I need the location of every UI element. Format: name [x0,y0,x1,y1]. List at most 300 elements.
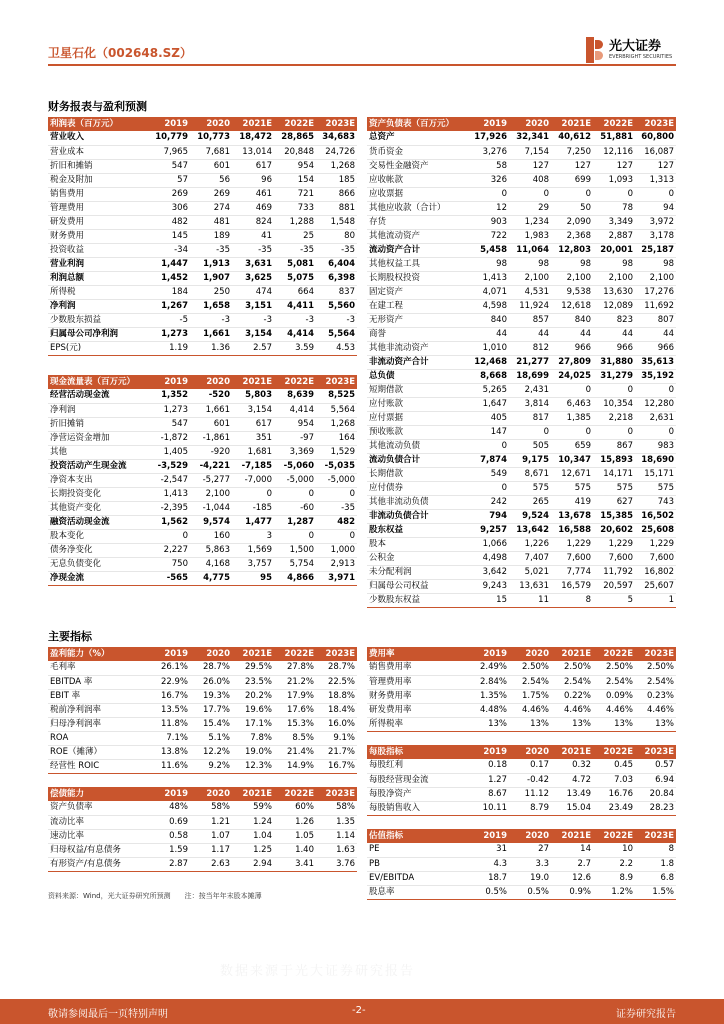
cell-value: 32,341 [509,131,551,145]
table-row [367,801,676,815]
cell-value: 2.50% [509,661,551,675]
cell-value: 1.8 [635,857,676,871]
cell-value: 9,243 [467,579,509,593]
cell-value: 2,100 [190,487,232,501]
row-label: ROE（摊薄） [48,745,148,759]
cell-value: 966 [593,341,635,355]
cell-value: 15,171 [635,467,676,481]
row-label: PE [367,843,467,857]
table-row [367,703,676,717]
row-label: 其他流动负债 [367,439,467,453]
table-row [367,593,676,607]
cell-value: 16.7% [148,689,190,703]
cell-value: 2.84% [467,675,509,689]
cell-value: 3,814 [509,397,551,411]
row-label: 长期借款 [367,467,467,481]
cell-value: 7,600 [551,551,593,565]
cell-value: 8.67 [467,787,509,801]
table-title: 盈利能力（%） [48,647,148,661]
cell-value: 817 [509,411,551,425]
row-label: 营业收入 [48,131,148,145]
table-row [367,843,676,857]
row-label: 总负债 [367,369,467,383]
cell-value: 0.23% [635,689,676,703]
table-row [48,815,357,829]
table-row [48,501,357,515]
cell-value: 16,802 [635,565,676,579]
year-header: 2019 [467,117,509,131]
cell-value: 184 [148,285,190,299]
table-row [48,215,357,229]
cell-value: 0.58 [148,829,190,843]
row-label: 研发费用率 [367,703,467,717]
table-row [48,487,357,501]
cell-value: 13,631 [509,579,551,593]
cell-value: 0 [551,187,593,201]
cell-value: 24,025 [551,369,593,383]
cell-value: 4.48% [467,703,509,717]
cell-value: 1,983 [509,229,551,243]
cell-value: 11,792 [593,565,635,579]
table-row [367,285,676,299]
year-header: 2021E [551,829,593,843]
table-row [48,801,357,815]
row-label: 少数股东损益 [48,313,148,327]
cell-value: 10 [593,843,635,857]
cell-value: 24,726 [316,145,357,159]
row-label: 其他流动资产 [367,229,467,243]
year-header: 2020 [509,829,551,843]
cell-value: 664 [274,285,316,299]
cell-value: 11.8% [148,717,190,731]
table-row [367,509,676,523]
cell-value: 1,352 [148,389,190,403]
cell-value: 12,468 [467,355,509,369]
table-row [48,703,357,717]
row-label: 应付账款 [367,397,467,411]
cell-value: 28.7% [316,661,357,675]
year-header: 2022E [274,117,316,131]
cell-value: 5,075 [274,271,316,285]
cell-value: -5,060 [274,459,316,473]
table-row [367,579,676,593]
year-header: 2019 [148,117,190,131]
row-label: 非流动资产合计 [367,355,467,369]
cell-value: 2.54% [635,675,676,689]
cell-value: 1,405 [148,445,190,459]
cell-value: 405 [467,411,509,425]
profitability-table [48,647,357,774]
cell-value: 0 [148,529,190,543]
row-label: EBIT 率 [48,689,148,703]
cell-value: 0.32 [551,759,593,773]
cell-value: 16.7% [316,759,357,773]
cell-value: 13% [593,717,635,731]
table-row [367,661,676,675]
cell-value: 6,404 [316,257,357,271]
cell-value: 14 [551,843,593,857]
cell-value: 16.0% [316,717,357,731]
cell-value: 5,265 [467,383,509,397]
year-header: 2022E [274,787,316,801]
row-label: 管理费用 [48,201,148,215]
cell-value: 25,608 [635,523,676,537]
cell-value: 2,100 [593,271,635,285]
row-label: 销售费用率 [367,661,467,675]
cell-value: 659 [551,439,593,453]
cell-value: 1,500 [274,543,316,557]
cell-value: 601 [190,417,232,431]
cell-value: 419 [551,495,593,509]
table-row [367,759,676,773]
cell-value: 1.5% [635,885,676,899]
cell-value: 1,226 [509,537,551,551]
year-header: 2019 [467,829,509,843]
table-row [367,523,676,537]
cell-value: 16,502 [635,509,676,523]
cell-value: 1,066 [467,537,509,551]
table-row [367,551,676,565]
table-row [48,299,357,313]
year-header: 2020 [509,745,551,759]
everbright-logo [586,37,672,63]
cell-value: 51,881 [593,131,635,145]
cell-value: 17.6% [274,703,316,717]
cell-value: 127 [509,159,551,173]
cell-value: 12.3% [232,759,274,773]
cell-value: 15 [467,593,509,607]
row-label: 其他非流动资产 [367,341,467,355]
cell-value: 19.6% [232,703,274,717]
year-header: 2021E [232,375,274,389]
logo-name-en: EVERBRIGHT SECURITIES [609,53,673,60]
cell-value: 1,681 [232,445,274,459]
cell-value: 7,774 [551,565,593,579]
cell-value: 1.05 [274,829,316,843]
row-label: 其他权益工具 [367,257,467,271]
cell-value: 837 [316,285,357,299]
cell-value: 22.9% [148,675,190,689]
cell-value: 18.4% [316,703,357,717]
solvency-table [48,787,357,872]
cell-value: 80 [316,229,357,243]
cell-value: 0 [635,187,676,201]
cell-value: 857 [509,313,551,327]
cell-value: 966 [551,341,593,355]
year-header: 2020 [190,647,232,661]
expense-ratio-table [367,647,676,732]
cell-value: 1.07 [190,829,232,843]
cell-value: 3,757 [232,557,274,571]
table-row [367,411,676,425]
table-header-row [367,829,676,843]
table-header-row [48,375,357,389]
year-header: 2022E [274,647,316,661]
cell-value: 21.2% [274,675,316,689]
cell-value: 44 [635,327,676,341]
cell-value: 13% [509,717,551,731]
cell-value: 2,218 [593,411,635,425]
cell-value: 2.50% [635,661,676,675]
cell-value: 0.57 [635,759,676,773]
cell-value: 1.04 [232,829,274,843]
cell-value: 9,574 [190,515,232,529]
cell-value: 2,227 [148,543,190,557]
cell-value: 0.5% [509,885,551,899]
cell-value: 6,463 [551,397,593,411]
row-label: 净利润 [48,299,148,313]
cell-value: 1,268 [316,417,357,431]
table-row [48,257,357,271]
cell-value: -520 [190,389,232,403]
table-row [367,397,676,411]
table-row [48,145,357,159]
row-label: 折旧和摊销 [48,159,148,173]
row-label: 其他应收款（合计） [367,201,467,215]
section-title-financials: 财务报表与盈利预测 [48,100,147,113]
table-row [367,689,676,703]
cell-value: 13.5% [148,703,190,717]
cell-value: 3,349 [593,215,635,229]
table-row [48,403,357,417]
cell-value: 1,661 [190,327,232,341]
row-label: 其他非流动负债 [367,495,467,509]
cell-value: 2.2 [593,857,635,871]
table-row [367,717,676,731]
row-label: 短期借款 [367,383,467,397]
cell-value: 44 [551,327,593,341]
cell-value: 25,607 [635,579,676,593]
watermark: 数据来源于光大证券研究报告 [220,964,416,979]
table-row [367,871,676,885]
cell-value: -2,395 [148,501,190,515]
cell-value: 98 [635,257,676,271]
cell-value: 1,548 [316,215,357,229]
cell-value: 127 [635,159,676,173]
footer-report-type: 证券研究报告 [616,1009,676,1020]
year-header: 2023E [635,745,676,759]
cell-value: 48% [148,801,190,815]
year-header: 2021E [551,647,593,661]
cell-value: 11,924 [509,299,551,313]
cell-value: 547 [148,159,190,173]
table-row [367,453,676,467]
table-row [367,271,676,285]
cell-value: -565 [148,571,190,585]
logo-name-cn: 光大证券 [609,38,662,54]
cell-value: 2.63 [190,857,232,871]
cell-value: 2.50% [593,661,635,675]
cell-value: 26.0% [190,675,232,689]
cell-value: 1.40 [274,843,316,857]
cell-value: 94 [635,201,676,215]
cell-value: 3,178 [635,229,676,243]
cell-value: 1,569 [232,543,274,557]
row-label: 财务费用率 [367,689,467,703]
cell-value: -1,861 [190,431,232,445]
cell-value: 3,631 [232,257,274,271]
cell-value: 1,010 [467,341,509,355]
year-header: 2021E [232,647,274,661]
cell-value: 2.50% [551,661,593,675]
cell-value: 13,642 [509,523,551,537]
year-header: 2023E [635,829,676,843]
table-row [367,857,676,871]
cell-value: 17,926 [467,131,509,145]
cell-value: 9.2% [190,759,232,773]
table-row [48,271,357,285]
cell-value: 13,630 [593,285,635,299]
cell-value: 3,625 [232,271,274,285]
cell-value: 482 [148,215,190,229]
cell-value: 461 [232,187,274,201]
cell-value: 750 [148,557,190,571]
row-label: 每股销售收入 [367,801,467,815]
table-row [48,445,357,459]
cell-value: 9,538 [551,285,593,299]
row-label: 在建工程 [367,299,467,313]
year-header: 2020 [190,117,232,131]
cell-value: -4,221 [190,459,232,473]
row-label: 经营性 ROIC [48,759,148,773]
cell-value: 7,250 [551,145,593,159]
table-title: 利润表（百万元） [48,117,148,131]
cell-value: 0 [593,187,635,201]
year-header: 2019 [148,647,190,661]
cell-value: 10,354 [593,397,635,411]
cell-value: 617 [232,159,274,173]
row-label: 应收票据 [367,187,467,201]
cell-value: 0 [509,187,551,201]
cell-value: 2,100 [635,271,676,285]
cell-value: 12 [467,201,509,215]
cell-value: 5,564 [316,403,357,417]
row-label: 流动资产合计 [367,243,467,257]
cell-value: 743 [635,495,676,509]
cell-value: 4,498 [467,551,509,565]
cell-value: 20,848 [274,145,316,159]
cell-value: 0 [509,425,551,439]
cell-value: 13,678 [551,509,593,523]
row-label: 每股红利 [367,759,467,773]
cell-value: 25 [274,229,316,243]
cell-value: 4.72 [551,773,593,787]
row-label: 所得税率 [367,717,467,731]
cell-value: 11,064 [509,243,551,257]
table-row [367,355,676,369]
cell-value: 4.46% [635,703,676,717]
year-header: 2021E [551,745,593,759]
table-row [48,229,357,243]
cell-value: 5,564 [316,327,357,341]
cell-value: 1.21 [190,815,232,829]
year-header: 2020 [190,787,232,801]
row-label: 研发费用 [48,215,148,229]
cell-value: 0.5% [467,885,509,899]
cell-value: 5,021 [509,565,551,579]
table-row [48,201,357,215]
row-label: 净资本支出 [48,473,148,487]
row-label: 长期投资变化 [48,487,148,501]
cell-value: 2.57 [232,341,274,355]
cell-value: 13.8% [148,745,190,759]
cell-value: 3,369 [274,445,316,459]
cell-value: 145 [148,229,190,243]
cell-value: 0 [316,487,357,501]
row-label: 流动负债合计 [367,453,467,467]
cell-value: 1.35 [316,815,357,829]
cell-value: 8,525 [316,389,357,403]
cell-value: -7,185 [232,459,274,473]
row-label: 资产负债率 [48,801,148,815]
cell-value: 25,187 [635,243,676,257]
row-label: 融资活动现金流 [48,515,148,529]
cell-value: 474 [232,285,274,299]
cell-value: 10,773 [190,131,232,145]
table-row [367,159,676,173]
report-title: 卫星石化（002648.SZ） [48,46,193,60]
cell-value: 3,154 [232,403,274,417]
cell-value: 98 [593,257,635,271]
row-label: 货币资金 [367,145,467,159]
cell-value: 10,779 [148,131,190,145]
row-label: 利润总额 [48,271,148,285]
year-header: 2020 [509,647,551,661]
cell-value: 1,413 [148,487,190,501]
cell-value: 18.8% [316,689,357,703]
row-label: 税前净利润率 [48,703,148,717]
cell-value: 98 [509,257,551,271]
year-header: 2021E [232,117,274,131]
table-row [48,843,357,857]
cell-value: 20,597 [593,579,635,593]
row-label: 归属母公司净利润 [48,327,148,341]
cell-value: 27,809 [551,355,593,369]
cell-value: 4,598 [467,299,509,313]
cell-value: 1,273 [148,403,190,417]
cell-value: 983 [635,439,676,453]
table-row [367,327,676,341]
cell-value: 0.09% [593,689,635,703]
cell-value: 31,279 [593,369,635,383]
cell-value: 575 [593,481,635,495]
table-row [48,557,357,571]
cell-value: 2.49% [467,661,509,675]
cell-value: 1,562 [148,515,190,529]
cell-value: 2,431 [509,383,551,397]
year-header: 2019 [467,647,509,661]
table-row [367,383,676,397]
cell-value: 8.9 [593,871,635,885]
cell-value: 3.59 [274,341,316,355]
table-row [48,173,357,187]
cell-value: 9.1% [316,731,357,745]
cell-value: 78 [593,201,635,215]
cell-value: 3,154 [232,327,274,341]
cell-value: 17.1% [232,717,274,731]
table-title: 偿债能力 [48,787,148,801]
table-row [367,481,676,495]
row-label: 固定资产 [367,285,467,299]
cell-value: 575 [635,481,676,495]
cell-value: 1 [635,593,676,607]
cell-value: 2,090 [551,215,593,229]
year-header: 2019 [467,745,509,759]
cell-value: 17.9% [274,689,316,703]
table-header-row [367,647,676,661]
row-label: 净利润 [48,403,148,417]
cell-value: 154 [274,173,316,187]
